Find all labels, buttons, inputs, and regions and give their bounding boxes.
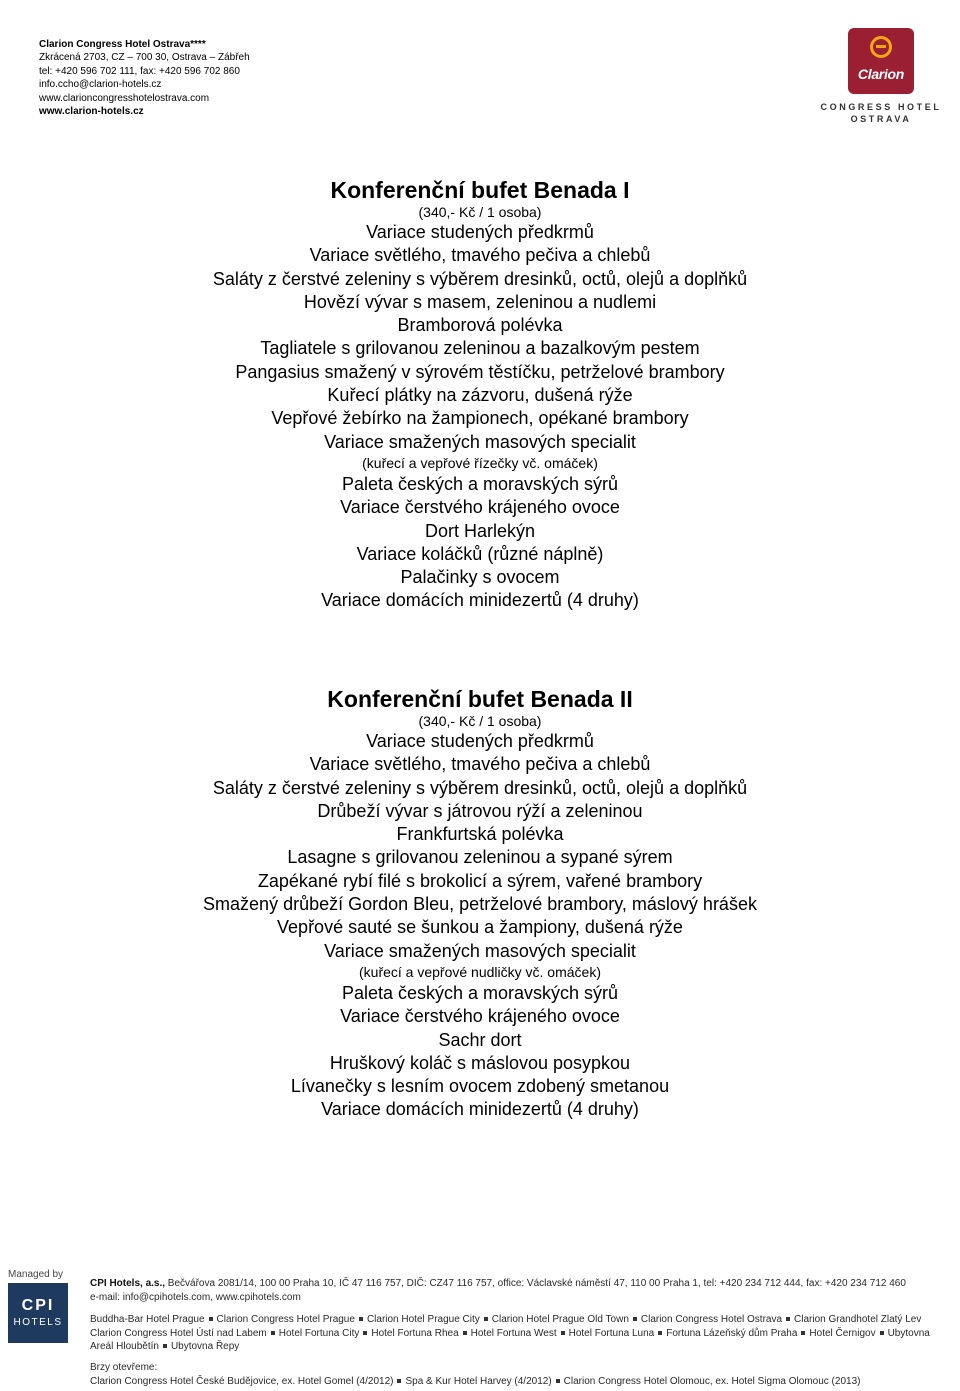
hotel-list-item: Clarion Congress Hotel Ostrava: [640, 1314, 783, 1325]
opening-soon-item: Spa & Kur Hotel Harvey (4/2012): [405, 1375, 552, 1387]
bullet-icon: [271, 1331, 275, 1335]
menu-item: Lívanečky s lesním ovocem zdobený smetanou: [290, 1076, 670, 1097]
logo-badge: [848, 28, 914, 94]
hotel-contact-block: [39, 38, 250, 118]
menu-note: (kuřecí a vepřové nudličky vč. omáček): [359, 963, 601, 980]
opening-soon: [90, 1361, 950, 1388]
menu-item: Drůbeží vývar s játrovou rýží a zeleninou: [317, 800, 643, 821]
logo-brand: Clarion: [857, 66, 905, 82]
hotel-list-item: Clarion Hotel Prague Old Town: [491, 1314, 629, 1325]
hotel-list-item: Hotel Černigov: [809, 1327, 876, 1339]
hotel-list-item: Ubytovna Řepy: [170, 1341, 240, 1352]
hotel-address: Zkrácená 2703, CZ – 700 30, Ostrava – Zábřeh: [39, 52, 250, 64]
menu-item: Palačinky s ovocem: [400, 567, 560, 588]
menu-note: (kuřecí a vepřové řízečky vč. omáček): [362, 454, 598, 471]
menu-item: Vepřové sauté se šunkou a žampiony, dušená rýže: [277, 917, 683, 938]
hotel-list-item: Clarion Grandhotel Zlatý Lev: [794, 1314, 922, 1325]
menu-item: Frankfurtská polévka: [396, 824, 564, 845]
opening-soon-item: Clarion Congress Hotel Olomouc, ex. Hotel Sigma Olomouc (2013): [563, 1375, 861, 1387]
bullet-icon: [363, 1331, 367, 1335]
menu-item: Bramborová polévka: [397, 315, 563, 336]
menu-item: Smažený drůbeží Gordon Bleu, petrželové brambory, máslový hrášek: [203, 894, 757, 915]
cpi-logo-box: [8, 1283, 68, 1343]
bullet-icon: [786, 1317, 790, 1321]
hotel-list-item: Fortuna Lázeňský dům Praha: [666, 1327, 798, 1339]
bullet-icon: [801, 1331, 805, 1335]
menu-item: Variace smažených masových specialit: [324, 940, 636, 961]
menu-title: Konferenční bufet Benada II: [327, 686, 633, 712]
menu-item: Paleta českých a moravských sýrů: [341, 473, 619, 494]
hotel-list: [90, 1313, 950, 1354]
cpi-wordmark: CPI: [21, 1297, 55, 1314]
menu-item: Dort Harlekýn: [424, 520, 536, 541]
bullet-icon: [484, 1317, 488, 1321]
menu-item: Variace čerstvého krájeného ovoce: [340, 1006, 620, 1027]
company-email: e-mail: info@cpihotels.com, www.cpihotels.com: [90, 1291, 301, 1303]
menu-item: Variace světlého, tmavého pečiva a chlebů: [309, 754, 651, 775]
menu-item: Variace smažených masových specialit: [324, 431, 636, 452]
bullet-icon: [658, 1331, 662, 1335]
logo-subtitle-2: OSTRAVA: [850, 114, 912, 124]
footer: [0, 1265, 960, 1391]
bullet-icon: [163, 1344, 167, 1348]
menu-item: Variace studených předkrmů: [366, 731, 594, 751]
clarion-logo: [820, 26, 942, 126]
menu-item: Kuřecí plátky na zázvoru, dušená rýže: [327, 385, 633, 406]
menu-item: Vepřové žebírko na žampionech, opékané brambory: [271, 408, 689, 429]
bullet-icon: [556, 1379, 560, 1383]
hotel-list-item: Clarion Congress Hotel Prague: [216, 1314, 355, 1325]
hotel-list-item: Clarion Congress Hotel Ústí nad Labem: [90, 1327, 267, 1339]
menu-price: (340,- Kč / 1 osoba): [418, 204, 542, 220]
menu-item: Variace domácích minidezertů (4 druhy): [321, 590, 639, 611]
menu-item: Variace světlého, tmavého pečiva a chlebů: [309, 245, 651, 266]
bullet-icon: [463, 1331, 467, 1335]
hotel-list-item: Hotel Fortuna West: [470, 1327, 557, 1339]
hotels-wordmark: HOTELS: [13, 1317, 63, 1328]
menu-item: Pangasius smažený v sýrovém těstíčku, petrželové brambory: [235, 361, 725, 382]
hotel-website: www.clarioncongresshotelostrava.com: [39, 92, 210, 104]
menu-item: Saláty z čerstvé zeleniny s výběrem dresinků, octů, olejů a doplňků: [212, 777, 748, 798]
menu-item: Paleta českých a moravských sýrů: [341, 982, 619, 1003]
menu-item: Hovězí vývar s masem, zeleninou a nudlemi: [303, 291, 657, 312]
bullet-icon: [209, 1317, 213, 1321]
bullet-icon: [397, 1379, 401, 1383]
menu-item: Variace čerstvého krájeného ovoce: [340, 497, 620, 518]
menu-item: Tagliatele s grilovanou zeleninou a bazalkovým pestem: [260, 338, 700, 359]
menu-benada-1: [0, 178, 960, 613]
clarion-c-icon: [870, 36, 892, 58]
company-name: CPI Hotels, a.s.,: [90, 1278, 166, 1289]
clarion-website: www.clarion-hotels.cz: [39, 106, 144, 118]
menu-item: Variace domácích minidezertů (4 druhy): [321, 1099, 639, 1120]
hotel-list-item: Hotel Fortuna City: [278, 1327, 360, 1339]
hotel-list-item: Ubytovna Areál Hloubětín: [90, 1327, 930, 1352]
hotel-list-item: Buddha-Bar Hotel Prague: [90, 1314, 205, 1325]
hotel-phone: tel: +420 596 702 111, fax: +420 596 702 860: [39, 65, 240, 77]
menu-item: Zapékané rybí filé s brokolicí a sýrem, vařené brambory: [257, 870, 703, 891]
menu-item: Hruškový koláč s máslovou posypkou: [329, 1052, 631, 1073]
logo-subtitle-1: CONGRESS HOTEL: [820, 102, 942, 112]
company-info: [90, 1277, 950, 1304]
cpi-hotels-logo: [8, 1269, 74, 1343]
menu-title: Konferenční bufet Benada I: [330, 177, 630, 203]
hotel-list-item: Hotel Fortuna Rhea: [371, 1327, 459, 1339]
hotel-list-item: Hotel Fortuna Luna: [568, 1327, 655, 1339]
bullet-icon: [880, 1331, 884, 1335]
menu-item: Lasagne s grilovanou zeleninou a sypané sýrem: [287, 847, 673, 868]
bullet-icon: [633, 1317, 637, 1321]
menu-price: (340,- Kč / 1 osoba): [418, 713, 542, 729]
menu-benada-2: [0, 687, 960, 1122]
menu-item: Sachr dort: [438, 1029, 522, 1050]
bullet-icon: [561, 1331, 565, 1335]
managed-by-label: Managed by: [8, 1269, 64, 1280]
opening-soon-label: Brzy otevřeme:: [90, 1362, 158, 1373]
company-details: Bečvářova 2081/14, 100 00 Praha 10, IČ 47 116 757, DIČ: CZ47 116 757, office: Václavské náměstí 47, 110 00 Praha 1, tel: +420 234 712 444, fax: +420 234 712 460: [165, 1278, 906, 1289]
menu-item: Variace koláčků (různé náplně): [356, 543, 604, 564]
menu-item: Saláty z čerstvé zeleniny s výběrem dresinků, octů, olejů a doplňků: [212, 268, 748, 289]
opening-soon-item: Clarion Congress Hotel České Budějovice, ex. Hotel Gomel (4/2012): [90, 1375, 394, 1387]
hotel-name: Clarion Congress Hotel Ostrava****: [39, 39, 206, 50]
menu-item: Variace studených předkrmů: [366, 222, 594, 242]
hotel-list-item: Clarion Hotel Prague City: [366, 1314, 480, 1325]
hotel-email: info.ccho@clarion-hotels.cz: [39, 79, 162, 91]
bullet-icon: [359, 1317, 363, 1321]
